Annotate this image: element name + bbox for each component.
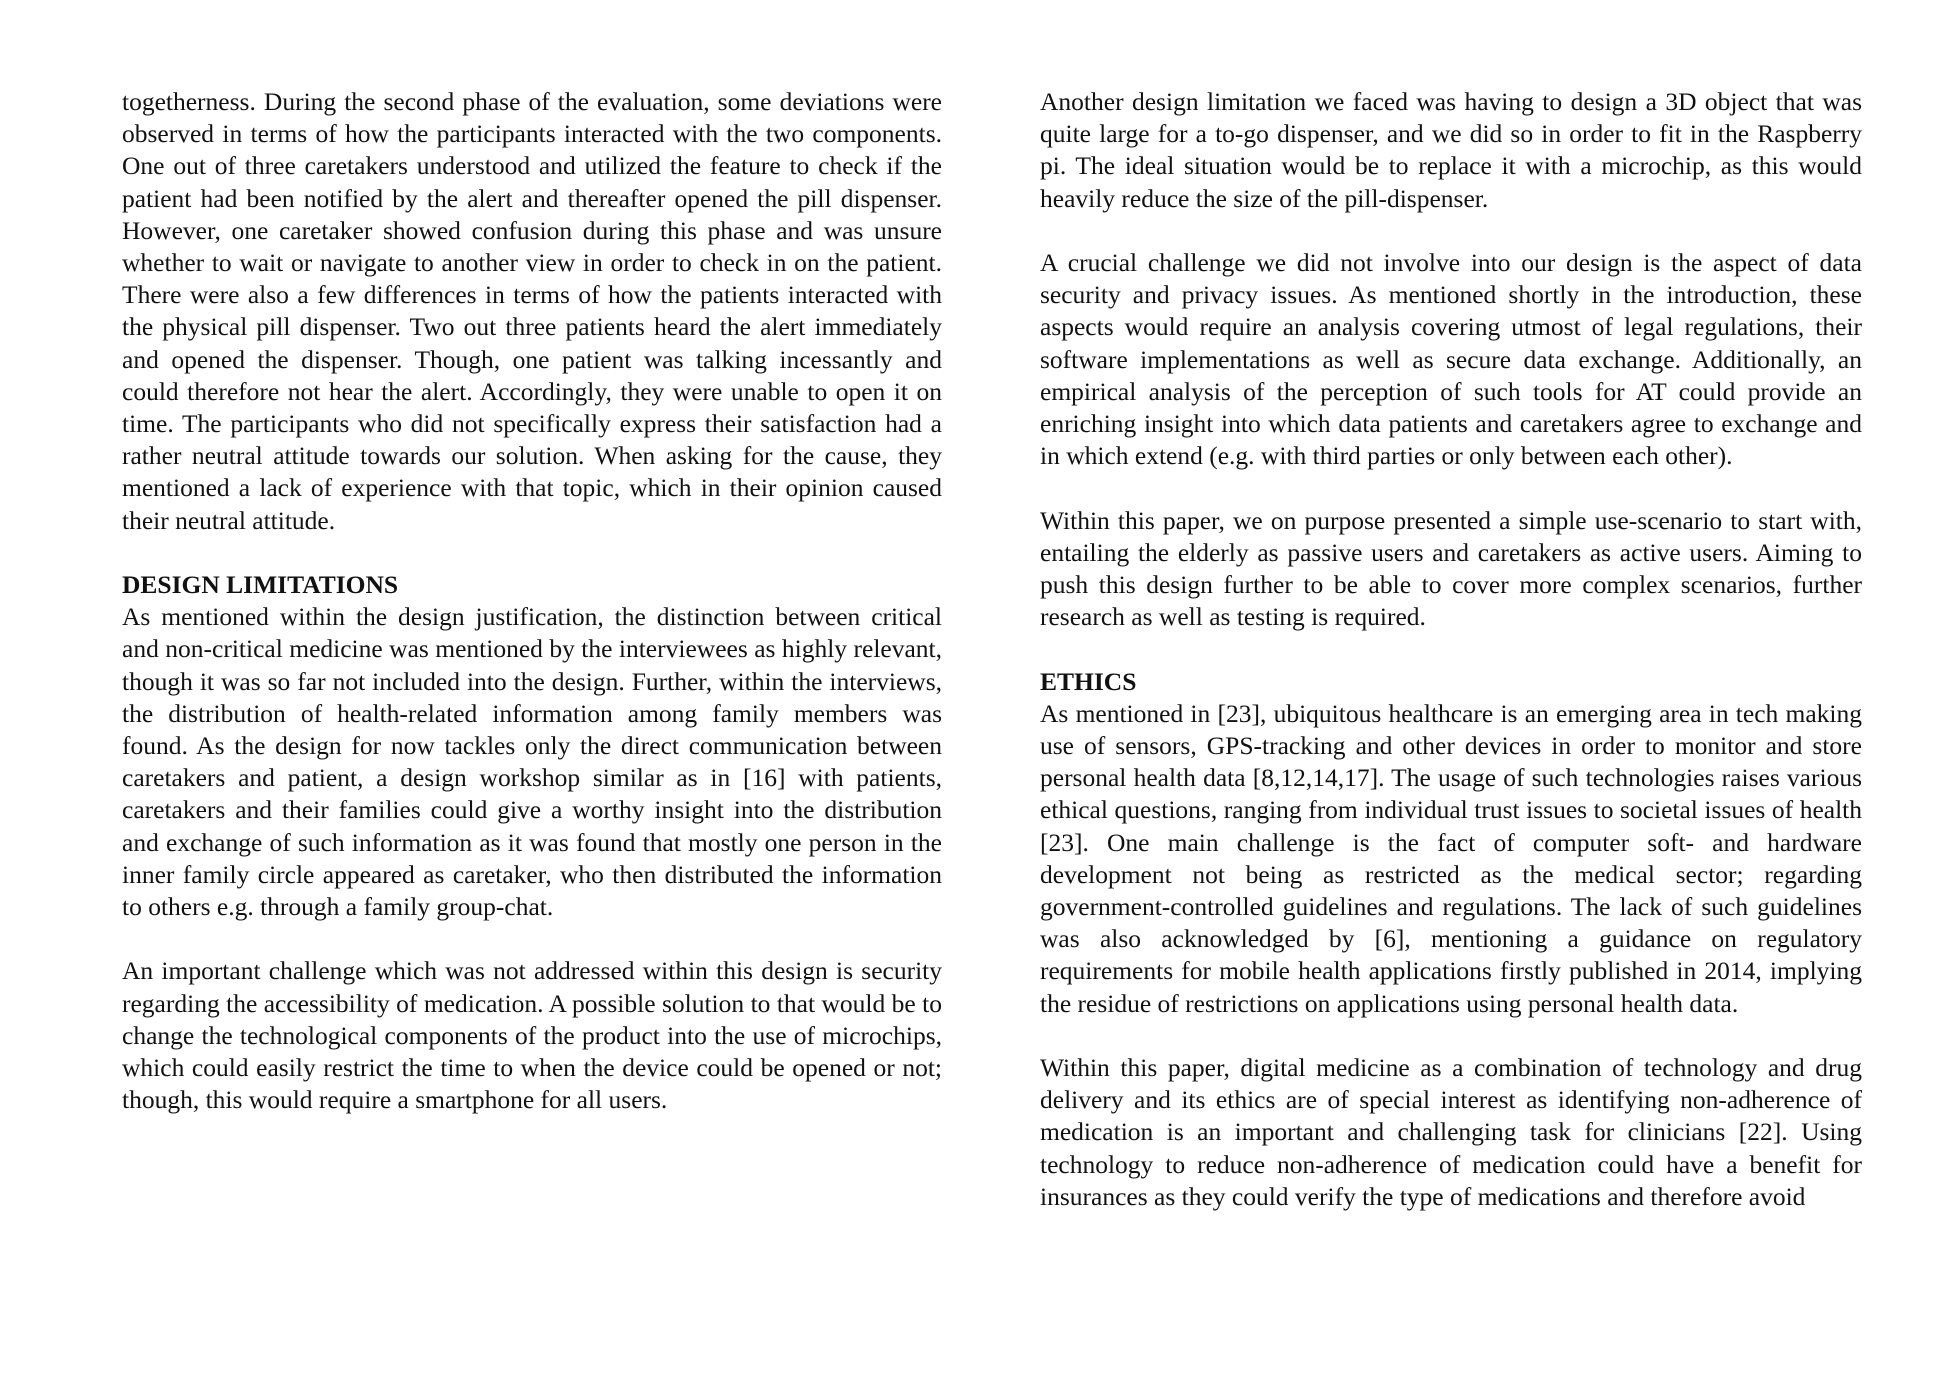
- paragraph-use-scenario: Within this paper, we on purpose presented a simple use-scenario to start with, entailing the elderly as passive users and caretakers as active users. Aiming to push this design further to be able to cover more complex scenarios, further research as well as testing is required.: [1040, 505, 1862, 632]
- paragraph-ubiquitous-healthcare: As mentioned in [23], ubiquitous healthcare is an emerging area in tech making use of sensors, GPS-tracking and other devices in order to monitor and store personal health data [8,12,14,17]. The usage of such technologies raises various ethical questions, ranging from individual trust issues to societal issues of health [23]. One main challenge is the fact of computer soft- and hardware development not being as restricted as the medical sector; regarding government-controlled guidelines and regulations. The lack of such guidelines was also acknowledged by [6], mentioning a guidance on regulatory requirements for mobile health applications firstly published in 2014, implying the residue of restrictions on applications using personal health data.: [1040, 698, 1862, 1018]
- heading-ethics: ETHICS: [1040, 666, 1137, 696]
- heading-design-limitations: DESIGN LIMITATIONS: [122, 570, 399, 600]
- paragraph-evaluation-findings: togetherness. During the second phase of the evaluation, some deviations were observed in terms of how the participants interacted with the two components. One out of three caretakers understood and utilized the feature to check if the patient had been notified by the alert and thereafter opened the pill dispenser. However, one caretaker showed confusion during this phase and was unsure whether to wait or navigate to another view in order to check in on the patient. There were also a few differences in terms of how the patients interacted with the physical pill dispenser. Two out three patients heard the alert immediately and opened the dispenser. Though, one patient was talking incessantly and could therefore not hear the alert. Accordingly, they were unable to open it on time. The participants who did not specifically express their satisfaction had a rather neutral attitude towards our solution. When asking for the cause, they mentioned a lack of experience with that topic, which in their opinion caused their neutral attitude.: [122, 87, 942, 535]
- paragraph-digital-medicine: Within this paper, digital medicine as a combination of technology and drug delivery and its ethics are of special interest as identifying non-adherence of medication is an important and challenging task for clinicians [22]. Using technology to reduce non-adherence of medication could have a benefit for insurances as they could verify the type of medications and therefore avoid: [1040, 1053, 1862, 1211]
- paragraph-security-challenge: An important challenge which was not addressed within this design is security regarding the accessibility of medication. A possible solution to that would be to change the technological components of the product into the use of microchips, which could easily restrict the time to when the device could be opened or not; though, this would require a smartphone for all users.: [122, 956, 942, 1115]
- left-column: [122, 86, 942, 1116]
- paragraph-design-justification: As mentioned within the design justification, the distinction between critical and non-critical medicine was mentioned by the interviewees as highly relevant, though it was so far not included into the design. Further, within the interviews, the distribution of health-related information among family members was found. As the design for now tackles only the direct communication between caretakers and patient, a design workshop similar as in [16] with patients, caretakers and their families could give a worthy insight into the distribution and exchange of such information as it was found that mostly one person in the inner family circle appeared as caretaker, who then distributed the information to others e.g. through a family group-chat.: [122, 602, 942, 922]
- paragraph-3d-object-limitation: Another design limitation we faced was having to design a 3D object that was quite large for a to-go dispenser, and we did so in order to fit in the Raspberry pi. The ideal situation would be to replace it with a microchip, as this would heavily reduce the size of the pill-dispenser.: [1040, 87, 1862, 213]
- right-column: [1040, 86, 1862, 1213]
- paragraph-data-security: A crucial challenge we did not involve into our design is the aspect of data security and privacy issues. As mentioned shortly in the introduction, these aspects would require an analysis covering utmost of legal regulations, their software implementations as well as secure data exchange. Additionally, an empirical analysis of the perception of such tools for AT could provide an enriching insight into which data patients and caretakers agree to exchange and in which extend (e.g. with third parties or only between each other).: [1040, 248, 1862, 471]
